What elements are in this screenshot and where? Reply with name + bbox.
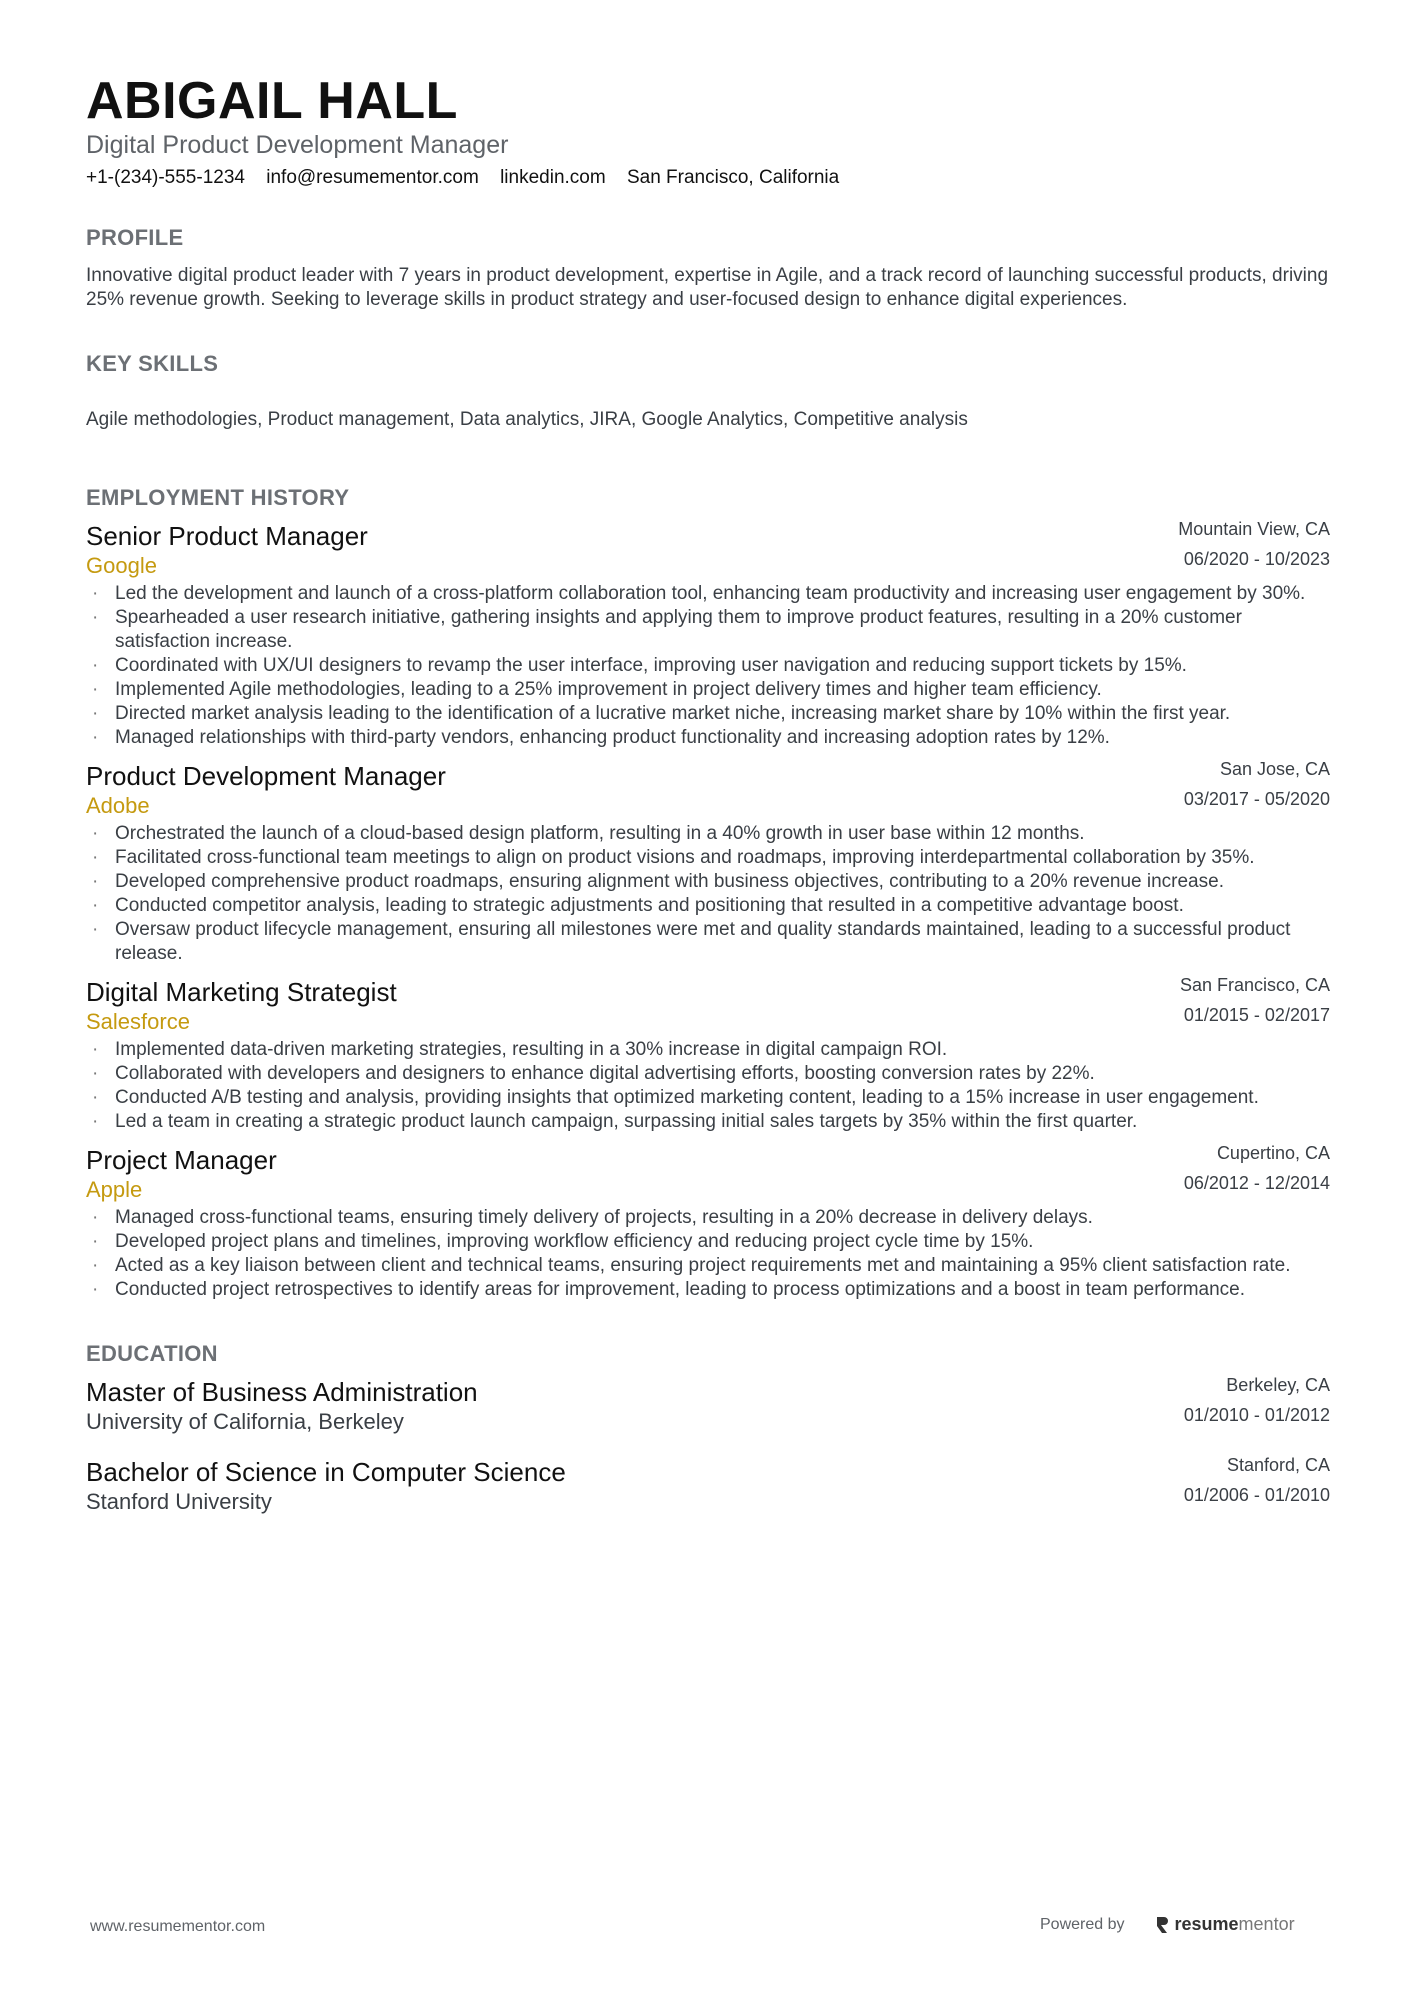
job-title: Senior Product Manager [86,521,368,551]
skills-section [86,350,1330,432]
list-item: · Oversaw product lifecycle management, ensuring all milestones were met and quality standards maintained, leading to a successful product release. [86,918,1330,966]
job-company: Salesforce [86,1009,190,1034]
job-entry [86,760,1330,966]
job-bullets [86,582,1330,750]
job-bullets [86,822,1330,966]
profile-section [86,224,1330,312]
list-item: · Managed cross-functional teams, ensuring timely delivery of projects, resulting in a 20% decrease in delivery delays. [86,1206,1330,1230]
degree-title: Master of Business Administration [86,1377,478,1407]
job-entry [86,976,1330,1134]
list-item: · Facilitated cross-functional team meetings to align on product visions and roadmaps, improving interdepartmental collaboration by 35%. [86,846,1330,870]
contact-line [86,166,1330,190]
email-link[interactable]: info@resumementor.com [266,167,479,188]
job-title: Project Manager [86,1145,277,1175]
skills-heading: KEY SKILLS [86,351,219,376]
list-item: · Conducted project retrospectives to identify areas for improvement, leading to process optimizations and a boost in team performance. [86,1278,1330,1302]
candidate-name: ABIGAIL HALL [86,72,458,130]
footer-branding [1040,1914,1295,1935]
job-location: San Jose, CA [1219,759,1330,779]
powered-by-label: Powered by [1040,1915,1125,1933]
job-dates: 03/2017 - 05/2020 [1183,789,1330,809]
education-entry [86,1376,1330,1436]
job-dates: 06/2012 - 12/2014 [1183,1173,1330,1193]
candidate-title: Digital Product Development Manager [86,131,509,159]
job-company: Apple [86,1177,143,1202]
list-item: · Directed market analysis leading to the identification of a lucrative market niche, increasing market share by 10% within the first year. [86,702,1330,726]
profile-text: Innovative digital product leader with 7 years in product development, expertise in Agile, and a track record of launching successful products, driving 25% revenue growth. Seeking to leverage skills in product strategy and user-focused design to enhance digital experiences. [86,265,1329,310]
list-item: · Managed relationships with third-party vendors, enhancing product functionality and increasing adoption rates by 12%. [86,726,1330,750]
list-item: · Implemented Agile methodologies, leading to a 25% improvement in project delivery times and higher team efficiency. [86,678,1330,702]
education-location: Stanford, CA [1226,1455,1330,1475]
list-item: · Collaborated with developers and designers to enhance digital advertising efforts, boosting conversion rates by 22%. [86,1062,1330,1086]
education-dates: 01/2010 - 01/2012 [1183,1405,1330,1425]
job-title: Digital Marketing Strategist [86,977,397,1007]
job-dates: 01/2015 - 02/2017 [1183,1005,1330,1025]
degree-title: Bachelor of Science in Computer Science [86,1457,566,1487]
job-title: Product Development Manager [86,761,446,791]
job-entry [86,520,1330,750]
education-entry [86,1456,1330,1516]
list-item: · Implemented data-driven marketing strategies, resulting in a 30% increase in digital campaign ROI. [86,1038,1330,1062]
list-item: · Coordinated with UX/UI designers to revamp the user interface, improving user navigation and reducing support tickets by 15%. [86,654,1330,678]
brand-light: mentor [1238,1914,1295,1934]
list-item: · Conducted A/B testing and analysis, providing insights that optimized marketing content, leading to a 15% increase in user engagement. [86,1086,1330,1110]
job-bullets [86,1038,1330,1134]
list-item: · Led the development and launch of a cross-platform collaboration tool, enhancing team productivity and increasing user engagement by 30%. [86,582,1330,606]
phone: +1-(234)-555-1234 [86,167,245,188]
list-item: · Developed project plans and timelines, improving workflow efficiency and reducing project cycle time by 15%. [86,1230,1330,1254]
school-name: University of California, Berkeley [86,1409,404,1434]
job-company: Google [86,553,157,578]
education-heading: EDUCATION [86,1341,218,1366]
job-bullets [86,1206,1330,1302]
list-item: · Conducted competitor analysis, leading to strategic adjustments and positioning that resulted in a competitive advantage boost. [86,894,1330,918]
job-location: Mountain View, CA [1178,519,1330,539]
school-name: Stanford University [86,1489,272,1514]
education-location: Berkeley, CA [1226,1375,1330,1395]
employment-section [86,484,1330,1302]
location: San Francisco, California [626,167,840,188]
job-location: Cupertino, CA [1216,1143,1330,1163]
list-item: · Developed comprehensive product roadmaps, ensuring alignment with business objectives, contributing to a 20% revenue increase. [86,870,1330,894]
job-company: Adobe [86,793,150,818]
employment-heading: EMPLOYMENT HISTORY [86,485,350,510]
profile-heading: PROFILE [86,225,184,250]
brand-bold: resume [1174,1914,1239,1934]
list-item: · Spearheaded a user research initiative, gathering insights and applying them to improve product features, resulting in a 20% customer satisfaction increase. [86,606,1330,654]
education-dates: 01/2006 - 01/2010 [1183,1485,1330,1505]
job-entry [86,1144,1330,1302]
brand-logo-text [1175,1914,1295,1935]
list-item: · Led a team in creating a strategic product launch campaign, surpassing initial sales targets by 35% within the first quarter. [86,1110,1330,1134]
list-item: · Orchestrated the launch of a cloud-based design platform, resulting in a 40% growth in user base within 12 months. [86,822,1330,846]
skills-text: Agile methodologies, Product management, Data analytics, JIRA, Google Analytics, Competitive analysis [86,409,968,430]
education-section [86,1340,1330,1516]
linkedin-link[interactable]: linkedin.com [500,167,606,188]
list-item: · Acted as a key liaison between client and technical teams, ensuring project requirements met and maintaining a 95% client satisfaction rate. [86,1254,1330,1278]
job-dates: 06/2020 - 10/2023 [1183,549,1330,569]
footer-website[interactable]: www.resumementor.com [90,1918,266,1935]
resume-page [86,72,1330,1516]
job-location: San Francisco, CA [1179,975,1330,995]
resumementor-logo-icon [1155,1916,1169,1934]
